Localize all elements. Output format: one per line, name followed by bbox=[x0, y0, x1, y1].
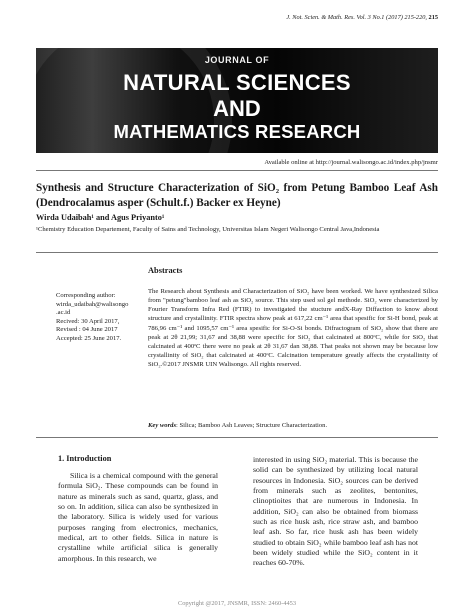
available-online-link[interactable]: Available online at http://journal.walisongo.ac.id/index.php/jnsmr bbox=[264, 159, 438, 166]
correspondence-email[interactable]: wirda_udaibah@walisongo bbox=[56, 300, 129, 308]
copyright-footer: Copyright @2017, JNSMR, ISSN: 2460-4453 bbox=[177, 600, 297, 607]
article-authors: Wirda Udaibah¹ and Agus Priyanto¹ bbox=[36, 213, 165, 222]
author-affiliation: ¹Chemistry Education Departement, Faculty of Sains and Technology, Universitas Islam Negeri Walisongo Central Java,Indonesia bbox=[36, 226, 380, 233]
banner-title-line-2: AND bbox=[213, 96, 261, 121]
keywords-line bbox=[148, 422, 327, 429]
correspondence-block bbox=[56, 292, 138, 343]
correspondence-email-domain: .ac.id bbox=[56, 309, 71, 316]
abstract-top-divider bbox=[36, 252, 438, 253]
introduction-right-column: interested in using SiO₂ material. This is because the solid can be synthesized by utilizing local natural resources in Indonesia. SiO₂ sources can be derived from minerals such as zeolites, bentonites, clinoptioites that are numerous in Indonesia. In addition, SiO₂ can also be obtained from biomass such as rice husk ash, rice straw ash, and bamboo leaf ash. So far, rice husk ash has been widely studied to obtain SiO₂ while bamboo leaf ash has not been widely studied while the SiO₂ content in it reaches 60-70%. bbox=[253, 455, 418, 568]
accepted-date: Accepted: 25 June 2017. bbox=[56, 334, 122, 342]
banner-title-line-1: NATURAL SCIENCES bbox=[123, 70, 351, 95]
running-head-citation: J. Not. Scien. & Math. Res. Vol. 3 No.1 (2017) 215-220, bbox=[286, 14, 427, 21]
introduction-heading: 1. Introduction bbox=[58, 454, 112, 463]
keywords-text: : Silica; Bamboo Ash Leaves; Structure Characterization. bbox=[176, 422, 328, 429]
keywords-label: Key words bbox=[148, 422, 177, 429]
banner-journal-label: JOURNAL OF bbox=[204, 55, 270, 65]
article-title: Synthesis and Structure Characterization of SiO₂ from Petung Bamboo Leaf Ash (Dendrocalamus asper (Schult.f.) Backer ex Heyne) bbox=[36, 182, 438, 209]
abstract-bottom-divider bbox=[36, 437, 438, 438]
header-divider bbox=[36, 170, 438, 171]
abstracts-heading: Abstracts bbox=[148, 266, 183, 275]
journal-banner bbox=[36, 48, 438, 153]
introduction-left-column: Silica is a chemical compound with the general formula SiO₂. These compounds can be found in nature as minerals such as sand, quartz, glass, and so on. In addition, silica can also be synthesized in the laboratory. Silica is widely used for various purposes ranging from electronics, mechanics, medical, art to other fields. Silica in nature is crystalline while artificial silica is generally amorphous. In this research, we bbox=[58, 471, 218, 563]
received-date: Recived: 30 April 2017, bbox=[56, 317, 120, 325]
banner-title-line-3: MATHEMATICS RESEARCH bbox=[113, 121, 361, 142]
running-head bbox=[286, 14, 438, 21]
correspondence-label: Corresponding author: bbox=[56, 292, 116, 299]
abstract-text: The Research about Synthesis and Characterization of SiO₂ have been worked. We have synthesized Silica from "petung"bamboo leaf ash as SiO₂ source. This step used sol gel methode. SiO₂ were characterized by Fourier Transform Infra Red (FTIR) to investigated the stucture andX-Ray Diffaction to know about structure and crystallinity. FTIR spectra show peak at 617,22 cm⁻¹ area that spesific for Si-H bond, peak at 786,96 cm⁻¹ and 1095,57 cm⁻¹ area spesific for Si-O-Si bonds. Difractogram of SiO₂ show that there are peak at 2θ 21,99; 31,67 and 38,88 were specific for SiO₂ that calcinated at 800ᵒC, while for SiO₂ that calcinated at 400ᵒC there were no peak at 2θ 31,67 dan 38,88. That peaks not shown may be because low crystallinity of SiO₂ that calcinated at 400ᵒC. Calcination temperature greatly affects the crystallinity of SiO₂.©2017 JNSMR UIN Walisongo. All rights reserved. bbox=[148, 288, 438, 369]
running-head-page-number: 215 bbox=[428, 14, 438, 21]
revised-date: Revised : 04 June 2017 bbox=[56, 326, 118, 333]
